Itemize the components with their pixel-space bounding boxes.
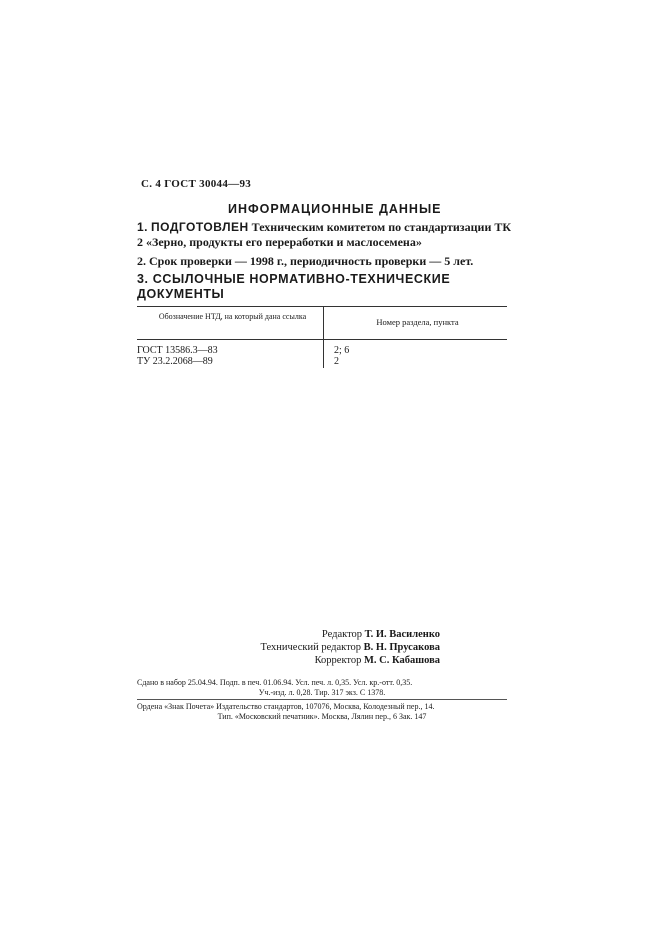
item1-number: 1. <box>137 220 149 234</box>
publisher-details <box>137 702 507 722</box>
item-prepared-by <box>137 220 512 250</box>
table-column-divider <box>323 306 324 368</box>
item2-number: 2. <box>137 254 146 268</box>
print-line: Сдано в набор 25.04.94. Подп. в печ. 01.06.94. Усл. печ. л. 0,35. Усл. кр.-отт. 0,35. <box>137 678 413 687</box>
print-line: Уч.-изд. л. 0,28. Тир. 317 экз. С 1378. <box>258 688 386 697</box>
table-header-rule <box>137 339 507 340</box>
publisher-line: Ордена «Знак Почета» Издательство стандартов, 107076, Москва, Колодезный пер., 14. <box>137 702 435 711</box>
publisher-line: Тип. «Московский печатник». Москва, Лялин пер., 6 Зак. 147 <box>217 712 427 721</box>
item-reference-documents: 3. ССЫЛОЧНЫЕ НОРМАТИВНО-ТЕХНИЧЕСКИЕ ДОКУМЕНТЫ <box>137 272 451 301</box>
table-cell: 2 <box>334 356 339 367</box>
table-cell: ТУ 23.2.2068—89 <box>137 356 213 367</box>
credit-corrector: Корректор М. С. Кабашова <box>314 655 440 666</box>
table-header-section: Номер раздела, пункта <box>376 317 459 327</box>
page-header: С. 4 ГОСТ 30044—93 <box>141 178 252 190</box>
section-title: ИНФОРМАЦИОННЫЕ ДАННЫЕ <box>228 202 442 216</box>
credit-editor: Редактор Т. И. Василенко <box>321 629 440 640</box>
table-cell: 2; 6 <box>334 345 350 356</box>
table-cell: ГОСТ 13586.3—83 <box>137 345 218 356</box>
table-top-rule <box>137 306 507 307</box>
table-header-document: Обозначение НТД, на который дана ссылка <box>158 312 307 321</box>
item1-text: Техническим комитетом по стандартизации ТК 2 «Зерно, продукты его переработки и маслосемена» <box>137 220 512 249</box>
table-column-documents <box>137 345 218 367</box>
item-review-period <box>137 254 473 269</box>
imprint-rule <box>137 699 507 700</box>
table-column-sections <box>334 345 349 367</box>
credits-block <box>200 628 440 667</box>
print-details <box>137 678 507 698</box>
credit-tech-editor: Технический редактор В. Н. Прусакова <box>260 642 440 653</box>
item1-lead: ПОДГОТОВЛЕН <box>151 220 249 234</box>
item2-text: Срок проверки — 1998 г., периодичность проверки — 5 лет. <box>149 254 474 268</box>
